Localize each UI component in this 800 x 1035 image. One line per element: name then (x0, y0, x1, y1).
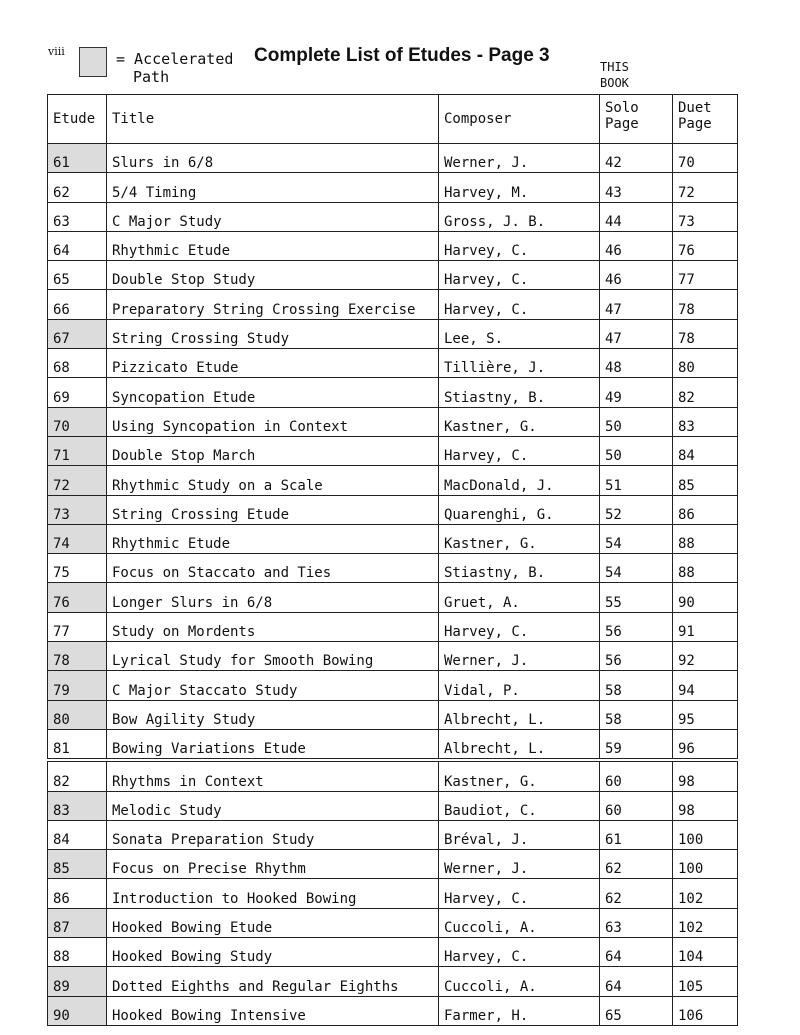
cell-composer: Harvey, C. (439, 436, 600, 465)
cell-composer: Harvey, C. (439, 612, 600, 641)
cell-etude-number: 76 (48, 583, 107, 612)
cell-composer: Kastner, G. (439, 760, 600, 791)
cell-etude-number: 80 (48, 700, 107, 729)
cell-duet-page: 78 (673, 290, 738, 319)
duet-header-line-1: Duet (678, 100, 712, 116)
table-row (48, 729, 738, 760)
table-row (48, 700, 738, 729)
cell-title: C Major Study (107, 202, 439, 231)
cell-title: Focus on Staccato and Ties (107, 554, 439, 583)
cell-title: Longer Slurs in 6/8 (107, 583, 439, 612)
cell-solo-page: 65 (600, 996, 673, 1025)
cell-title: Dotted Eighths and Regular Eighths (107, 967, 439, 996)
cell-composer: Albrecht, L. (439, 729, 600, 760)
cell-title: Lyrical Study for Smooth Bowing (107, 642, 439, 671)
table-row (48, 349, 738, 378)
cell-composer: Kastner, G. (439, 524, 600, 553)
cell-solo-page: 61 (600, 820, 673, 849)
cell-solo-page: 51 (600, 466, 673, 495)
cell-title: Sonata Preparation Study (107, 820, 439, 849)
cell-composer: Lee, S. (439, 319, 600, 348)
cell-duet-page: 84 (673, 436, 738, 465)
cell-etude-number: 61 (48, 144, 107, 173)
cell-title: Hooked Bowing Intensive (107, 996, 439, 1025)
cell-duet-page: 72 (673, 173, 738, 202)
cell-title: String Crossing Etude (107, 495, 439, 524)
cell-duet-page: 94 (673, 671, 738, 700)
cell-duet-page: 85 (673, 466, 738, 495)
cell-duet-page: 100 (673, 850, 738, 879)
cell-composer: Harvey, M. (439, 173, 600, 202)
cell-etude-number: 85 (48, 850, 107, 879)
cell-solo-page: 44 (600, 202, 673, 231)
cell-etude-number: 83 (48, 791, 107, 820)
table-row (48, 319, 738, 348)
cell-solo-page: 47 (600, 319, 673, 348)
cell-title: Double Stop March (107, 436, 439, 465)
cell-title: Syncopation Etude (107, 378, 439, 407)
cell-solo-page: 64 (600, 938, 673, 967)
cell-etude-number: 69 (48, 378, 107, 407)
cell-duet-page: 98 (673, 791, 738, 820)
table-row (48, 996, 738, 1025)
table-row (48, 583, 738, 612)
cell-solo-page: 58 (600, 671, 673, 700)
cell-composer: Stiastny, B. (439, 378, 600, 407)
cell-title: C Major Staccato Study (107, 671, 439, 700)
cell-duet-page: 102 (673, 879, 738, 908)
cell-composer: MacDonald, J. (439, 466, 600, 495)
cell-composer: Werner, J. (439, 144, 600, 173)
cell-title: Hooked Bowing Etude (107, 908, 439, 937)
cell-solo-page: 50 (600, 407, 673, 436)
cell-title: Rhythmic Study on a Scale (107, 466, 439, 495)
table-row (48, 850, 738, 879)
cell-composer: Stiastny, B. (439, 554, 600, 583)
cell-composer: Quarenghi, G. (439, 495, 600, 524)
column-header-etude: Etude (48, 95, 107, 144)
cell-title: Rhythms in Context (107, 760, 439, 791)
cell-title: Using Syncopation in Context (107, 407, 439, 436)
cell-composer: Gruet, A. (439, 583, 600, 612)
cell-composer: Albrecht, L. (439, 700, 600, 729)
table-row (48, 642, 738, 671)
cell-composer: Harvey, C. (439, 879, 600, 908)
cell-composer: Tillière, J. (439, 349, 600, 378)
cell-title: Study on Mordents (107, 612, 439, 641)
cell-composer: Baudiot, C. (439, 791, 600, 820)
cell-duet-page: 104 (673, 938, 738, 967)
table-row (48, 612, 738, 641)
cell-etude-number: 64 (48, 231, 107, 260)
this-book-line-2: BOOK (600, 76, 629, 90)
cell-solo-page: 52 (600, 495, 673, 524)
cell-etude-number: 67 (48, 319, 107, 348)
cell-duet-page: 83 (673, 407, 738, 436)
table-row (48, 466, 738, 495)
cell-duet-page: 78 (673, 319, 738, 348)
table-row (48, 554, 738, 583)
table-body (48, 144, 738, 1026)
cell-etude-number: 79 (48, 671, 107, 700)
cell-duet-page: 96 (673, 729, 738, 760)
column-header-title: Title (107, 95, 439, 144)
table-row (48, 967, 738, 996)
cell-etude-number: 81 (48, 729, 107, 760)
cell-etude-number: 66 (48, 290, 107, 319)
legend-label (116, 50, 233, 86)
table-header-row (48, 95, 738, 144)
cell-composer: Cuccoli, A. (439, 908, 600, 937)
table-row (48, 378, 738, 407)
cell-title: Rhythmic Etude (107, 524, 439, 553)
cell-solo-page: 56 (600, 612, 673, 641)
cell-title: String Crossing Study (107, 319, 439, 348)
cell-title: Double Stop Study (107, 261, 439, 290)
etude-table (47, 94, 738, 1026)
table-row (48, 407, 738, 436)
cell-composer: Harvey, C. (439, 231, 600, 260)
cell-solo-page: 59 (600, 729, 673, 760)
cell-etude-number: 84 (48, 820, 107, 849)
cell-duet-page: 76 (673, 231, 738, 260)
cell-composer: Werner, J. (439, 850, 600, 879)
cell-etude-number: 75 (48, 554, 107, 583)
table-row (48, 231, 738, 260)
cell-solo-page: 60 (600, 791, 673, 820)
cell-solo-page: 43 (600, 173, 673, 202)
this-book-line-1: THIS (600, 60, 629, 74)
cell-composer: Werner, J. (439, 642, 600, 671)
cell-etude-number: 78 (48, 642, 107, 671)
cell-solo-page: 62 (600, 879, 673, 908)
cell-solo-page: 54 (600, 524, 673, 553)
this-book-label (600, 59, 629, 91)
cell-etude-number: 62 (48, 173, 107, 202)
cell-etude-number: 73 (48, 495, 107, 524)
cell-solo-page: 49 (600, 378, 673, 407)
cell-duet-page: 100 (673, 820, 738, 849)
cell-solo-page: 64 (600, 967, 673, 996)
cell-duet-page: 82 (673, 378, 738, 407)
cell-etude-number: 70 (48, 407, 107, 436)
cell-composer: Cuccoli, A. (439, 967, 600, 996)
cell-duet-page: 80 (673, 349, 738, 378)
cell-composer: Harvey, C. (439, 938, 600, 967)
cell-solo-page: 46 (600, 261, 673, 290)
cell-etude-number: 71 (48, 436, 107, 465)
cell-etude-number: 65 (48, 261, 107, 290)
page-number: viii (48, 45, 65, 58)
table-row (48, 202, 738, 231)
cell-solo-page: 42 (600, 144, 673, 173)
table-row (48, 760, 738, 791)
table-row (48, 495, 738, 524)
cell-solo-page: 58 (600, 700, 673, 729)
cell-duet-page: 77 (673, 261, 738, 290)
cell-composer: Kastner, G. (439, 407, 600, 436)
cell-duet-page: 92 (673, 642, 738, 671)
cell-etude-number: 87 (48, 908, 107, 937)
duet-header-line-2: Page (678, 116, 712, 132)
solo-header-line-2: Page (605, 116, 639, 132)
cell-title: Slurs in 6/8 (107, 144, 439, 173)
column-header-duet-page (673, 95, 738, 144)
cell-duet-page: 88 (673, 524, 738, 553)
cell-composer: Vidal, P. (439, 671, 600, 700)
cell-composer: Farmer, H. (439, 996, 600, 1025)
cell-title: Bowing Variations Etude (107, 729, 439, 760)
table-row (48, 791, 738, 820)
cell-duet-page: 106 (673, 996, 738, 1025)
cell-etude-number: 82 (48, 760, 107, 791)
table-row (48, 879, 738, 908)
table-row (48, 173, 738, 202)
cell-duet-page: 98 (673, 760, 738, 791)
table-row (48, 820, 738, 849)
cell-etude-number: 88 (48, 938, 107, 967)
cell-solo-page: 46 (600, 231, 673, 260)
cell-solo-page: 56 (600, 642, 673, 671)
cell-etude-number: 77 (48, 612, 107, 641)
table-row (48, 938, 738, 967)
cell-solo-page: 60 (600, 760, 673, 791)
cell-duet-page: 86 (673, 495, 738, 524)
cell-solo-page: 54 (600, 554, 673, 583)
cell-title: Pizzicato Etude (107, 349, 439, 378)
cell-duet-page: 90 (673, 583, 738, 612)
solo-header-line-1: Solo (605, 100, 639, 116)
cell-etude-number: 90 (48, 996, 107, 1025)
table-row (48, 144, 738, 173)
table-row (48, 261, 738, 290)
cell-solo-page: 48 (600, 349, 673, 378)
cell-solo-page: 47 (600, 290, 673, 319)
cell-title: Melodic Study (107, 791, 439, 820)
cell-composer: Harvey, C. (439, 261, 600, 290)
cell-solo-page: 50 (600, 436, 673, 465)
cell-etude-number: 68 (48, 349, 107, 378)
table-row (48, 908, 738, 937)
cell-duet-page: 73 (673, 202, 738, 231)
cell-etude-number: 74 (48, 524, 107, 553)
cell-duet-page: 105 (673, 967, 738, 996)
cell-duet-page: 91 (673, 612, 738, 641)
cell-composer: Bréval, J. (439, 820, 600, 849)
cell-composer: Harvey, C. (439, 290, 600, 319)
cell-title: Rhythmic Etude (107, 231, 439, 260)
cell-duet-page: 95 (673, 700, 738, 729)
cell-solo-page: 63 (600, 908, 673, 937)
cell-solo-page: 62 (600, 850, 673, 879)
table-row (48, 290, 738, 319)
cell-solo-page: 55 (600, 583, 673, 612)
cell-duet-page: 88 (673, 554, 738, 583)
cell-title: 5/4 Timing (107, 173, 439, 202)
cell-etude-number: 89 (48, 967, 107, 996)
column-header-composer: Composer (439, 95, 600, 144)
cell-title: Preparatory String Crossing Exercise (107, 290, 439, 319)
cell-title: Introduction to Hooked Bowing (107, 879, 439, 908)
table-row (48, 671, 738, 700)
cell-title: Bow Agility Study (107, 700, 439, 729)
accelerated-path-swatch (79, 47, 107, 77)
cell-title: Focus on Precise Rhythm (107, 850, 439, 879)
cell-duet-page: 102 (673, 908, 738, 937)
legend-line-2: Path (133, 68, 170, 86)
cell-etude-number: 63 (48, 202, 107, 231)
table-row (48, 524, 738, 553)
cell-title: Hooked Bowing Study (107, 938, 439, 967)
page-title: Complete List of Etudes - Page 3 (254, 45, 550, 66)
cell-composer: Gross, J. B. (439, 202, 600, 231)
cell-duet-page: 70 (673, 144, 738, 173)
legend-line-1: = Accelerated (116, 50, 234, 68)
cell-etude-number: 86 (48, 879, 107, 908)
column-header-solo-page (600, 95, 673, 144)
table-row (48, 436, 738, 465)
cell-etude-number: 72 (48, 466, 107, 495)
